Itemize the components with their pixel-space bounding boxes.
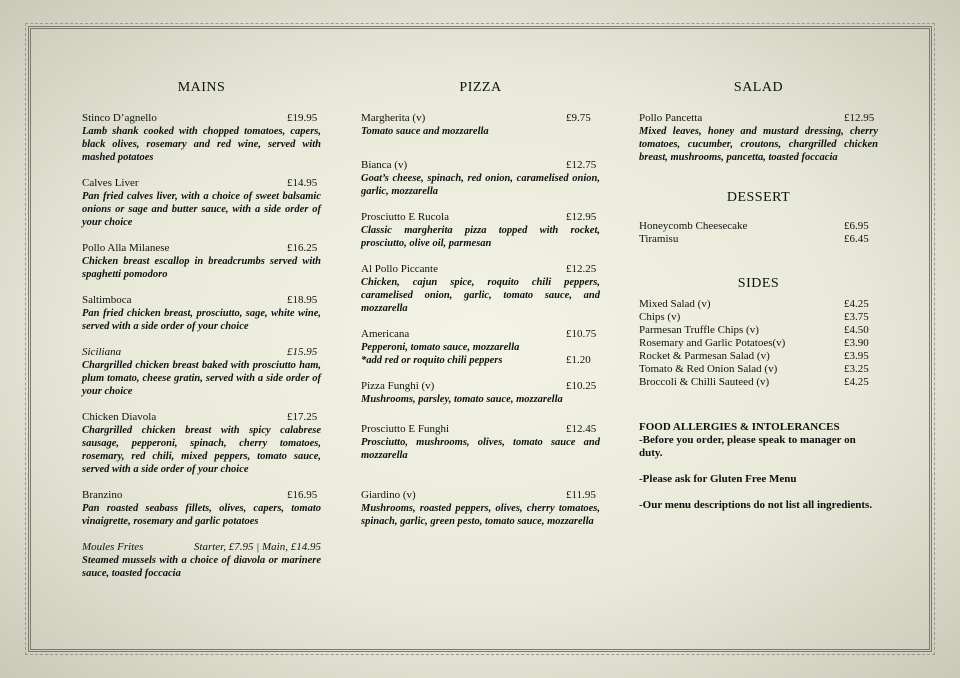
- item-price: £16.25: [287, 242, 318, 254]
- item-price: £11.95: [566, 489, 596, 501]
- item-description: Goat’s cheese, spinach, red onion, caramelised onion, garlic, mozzarella: [361, 173, 600, 197]
- list-item: [639, 233, 878, 246]
- menu-item: [82, 541, 321, 580]
- item-name: Honeycomb Cheesecake: [639, 220, 748, 232]
- mains-column: [82, 80, 321, 593]
- allergy-title: FOOD ALLERGIES & INTOLERANCES: [639, 421, 840, 433]
- menu-item: [82, 489, 321, 528]
- item-extra-price: £1.20: [566, 354, 591, 366]
- pizza-column: [361, 80, 600, 541]
- menu-item: [82, 294, 321, 333]
- item-name: Rocket & Parmesan Salad (v): [639, 350, 770, 362]
- item-description: Prosciutto, mushrooms, olives, tomato sauce and mozzarella: [361, 437, 600, 461]
- item-price: £3.25: [844, 363, 869, 375]
- item-description: Lamb shank cooked with chopped tomatoes, capers, black olives, rosemary and red wine, served with mashed potatoes: [82, 126, 321, 163]
- menu-item: [361, 328, 600, 367]
- item-name: Tiramisu: [639, 233, 679, 245]
- item-name: Rosemary and Garlic Potatoes(v): [639, 337, 786, 349]
- allergy-line: -Please ask for Gluten Free Menu: [639, 473, 797, 485]
- item-description: Mushrooms, parsley, tomato sauce, mozzarella: [361, 394, 563, 405]
- menu-item: [639, 112, 878, 164]
- item-description: Tomato sauce and mozzarella: [361, 126, 489, 137]
- item-price: £12.75: [566, 159, 597, 171]
- mains-heading: MAINS: [177, 80, 226, 95]
- item-name: Bianca (v): [361, 159, 408, 171]
- item-price: £12.95: [566, 211, 597, 223]
- item-price: £17.25: [287, 411, 318, 423]
- list-item: [639, 337, 878, 350]
- item-price: Starter, £7.95 | Main, £14.95: [193, 541, 321, 553]
- item-description: Chargrilled chicken breast baked with prosciutto ham, plum tomato, cheese gratin, served with a side order of your choice: [82, 360, 321, 397]
- menu-item: [361, 489, 600, 528]
- list-item: [639, 298, 878, 311]
- item-price: £9.75: [566, 112, 591, 124]
- list-item: [639, 350, 878, 363]
- list-item: [639, 311, 878, 324]
- allergy-line: -Before you order, please speak to manager on duty.: [639, 434, 856, 459]
- item-name: Parmesan Truffle Chips (v): [639, 324, 759, 336]
- item-name: Mixed Salad (v): [639, 298, 711, 310]
- item-description: Classic margherita pizza topped with rocket, prosciutto, olive oil, parmesan: [361, 225, 600, 249]
- menu-item: [361, 263, 600, 315]
- sides-heading: SIDES: [737, 276, 780, 291]
- list-item: [639, 376, 878, 389]
- item-price: £12.45: [566, 423, 597, 435]
- item-description: Pan fried chicken breast, prosciutto, sage, white wine, served with a side order of your choice: [82, 308, 321, 332]
- list-item: [639, 220, 878, 233]
- item-price: £12.95: [844, 112, 875, 124]
- menu-item: [361, 380, 600, 406]
- item-price: £3.95: [844, 350, 869, 362]
- salad-heading: SALAD: [733, 80, 784, 95]
- item-name: Chicken Diavola: [82, 411, 157, 423]
- item-price: £18.95: [287, 294, 318, 306]
- item-description: Pan fried calves liver, with a choice of sweet balsamic onions or sage and butter sauce, with a side order of your choice: [82, 191, 321, 228]
- item-name: Pizza Funghi (v): [361, 380, 435, 392]
- sides-list: [639, 298, 878, 389]
- item-price: £16.95: [287, 489, 318, 501]
- item-description: Chicken, cajun spice, roquito chili peppers, caramelised onion, garlic, tomato sauce, and mozzarella: [361, 277, 600, 314]
- pizza-heading: PIZZA: [459, 80, 502, 95]
- menu-item: [361, 211, 600, 250]
- item-price: £15.95: [287, 346, 318, 358]
- item-description: Mushrooms, roasted peppers, olives, cherry tomatoes, spinach, garlic, green pesto, tomato sauce, mozzarella: [361, 503, 600, 527]
- item-name: Chips (v): [639, 311, 681, 323]
- item-name: Prosciutto E Funghi: [361, 423, 450, 435]
- dessert-list: [639, 220, 878, 246]
- menu-item: [361, 112, 600, 138]
- item-price: £10.75: [566, 328, 597, 340]
- item-name: Branzino: [82, 489, 123, 501]
- item-price: £14.95: [287, 177, 318, 189]
- item-description: Chicken breast escallop in breadcrumbs served with spaghetti pomodoro: [82, 256, 321, 280]
- item-name: Prosciutto E Rucola: [361, 211, 449, 223]
- item-name: Al Pollo Piccante: [361, 263, 438, 275]
- item-description: Mixed leaves, honey and mustard dressing, cherry tomatoes, cucumber, croutons, chargrilled chicken breast, mushrooms, pancetta, toasted foccacia: [639, 126, 878, 163]
- item-name: Moules Frites: [82, 541, 144, 553]
- item-price: £4.25: [844, 298, 869, 310]
- item-name: Calves Liver: [82, 177, 139, 189]
- item-name: Giardino (v): [361, 489, 416, 501]
- item-name: Stinco D’agnello: [82, 112, 157, 124]
- item-name: Pollo Alla Milanese: [82, 242, 170, 254]
- item-name: Pollo Pancetta: [639, 112, 703, 124]
- item-description: Steamed mussels with a choice of diavola or marinere sauce, toasted foccacia: [82, 555, 321, 579]
- dessert-heading: DESSERT: [726, 190, 791, 205]
- item-price: £12.25: [566, 263, 597, 275]
- item-name: Tomato & Red Onion Salad (v): [639, 363, 778, 375]
- item-price: £3.75: [844, 311, 869, 323]
- list-item: [639, 363, 878, 376]
- item-extra: *add red or roquito chili peppers: [361, 355, 503, 366]
- menu-item: [82, 346, 321, 398]
- menu-item: [82, 177, 321, 229]
- item-price: £4.50: [844, 324, 869, 336]
- item-name: Americana: [361, 328, 410, 340]
- item-price: £3.90: [844, 337, 869, 349]
- item-price: £10.25: [566, 380, 597, 392]
- menu-item: [82, 242, 321, 281]
- item-price: £6.45: [844, 233, 869, 245]
- item-name: Saltimboca: [82, 294, 132, 306]
- item-price: £6.95: [844, 220, 869, 232]
- menu-item: [82, 411, 321, 476]
- allergy-line: -Our menu descriptions do not list all ingredients.: [639, 499, 873, 511]
- menu-item: [82, 112, 321, 164]
- item-description: Pepperoni, tomato sauce, mozzarella: [361, 342, 520, 353]
- allergy-notice: [639, 421, 878, 512]
- item-description: Chargrilled chicken breast with spicy calabrese sausage, pepperoni, spinach, cherry tomatoes, rosemary, red chili, mixed peppers, tomato sauce, served with a side order of your choice: [82, 425, 321, 475]
- item-name: Margherita (v): [361, 112, 426, 124]
- item-price: £4.25: [844, 376, 869, 388]
- item-price: £19.95: [287, 112, 318, 124]
- item-name: Broccoli & Chilli Sauteed (v): [639, 376, 770, 388]
- salad-dessert-sides-column: [639, 80, 878, 525]
- list-item: [639, 324, 878, 337]
- item-name: Siciliana: [82, 346, 122, 358]
- item-description: Pan roasted seabass fillets, olives, capers, tomato vinaigrette, rosemary and garlic potatoes: [82, 503, 321, 527]
- menu-item: [361, 423, 600, 462]
- menu-item: [361, 159, 600, 198]
